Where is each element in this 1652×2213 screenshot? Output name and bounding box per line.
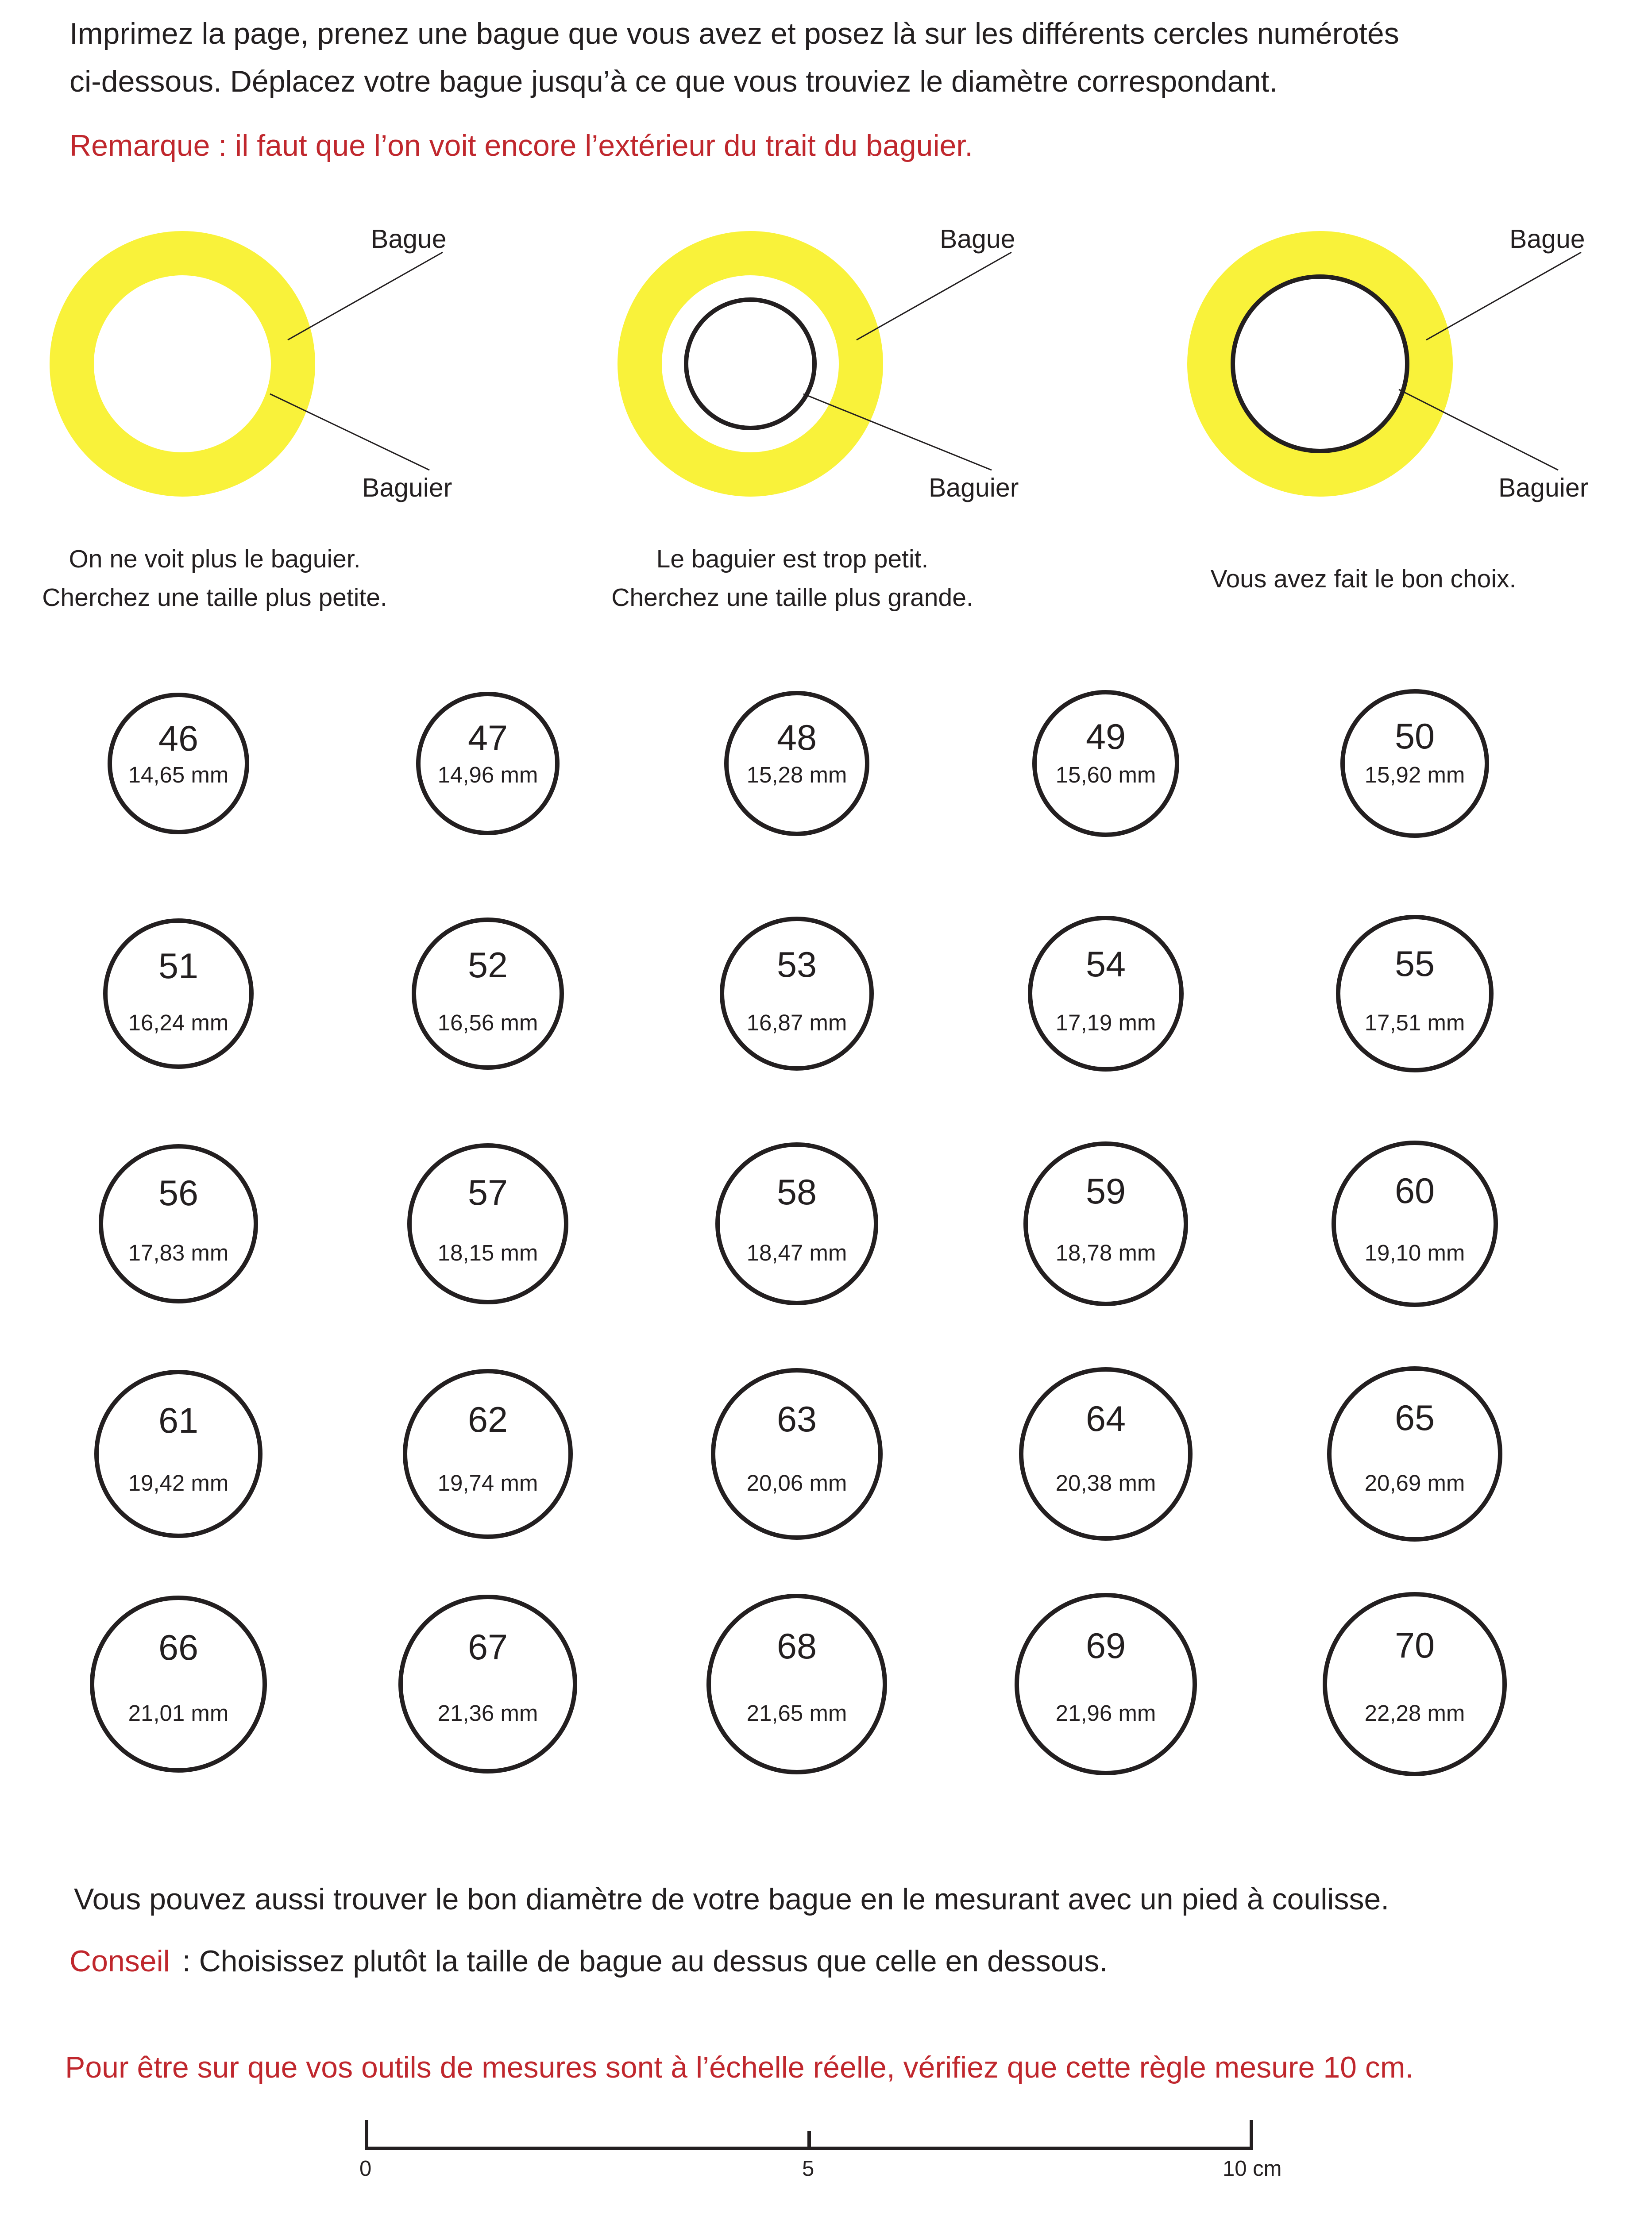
size-circle [1023,1141,1188,1306]
pointer-line [1426,252,1581,340]
size-number: 48 [776,717,817,758]
size-number: 63 [776,1399,817,1439]
size-diameter: 15,92 mm [1364,762,1465,787]
size-diameter: 20,06 mm [746,1470,847,1496]
size-number: 64 [1085,1399,1126,1439]
ring-shape [640,253,861,474]
size-number: 60 [1394,1171,1435,1211]
size-diameter: 21,96 mm [1055,1700,1156,1726]
caliper-note: Vous pouvez aussi trouver le bon diamètre de votre bague en le mesurant avec un pied à coulisse. [74,1882,1390,1916]
size-diameter: 21,65 mm [746,1700,847,1726]
size-diameter: 19,10 mm [1364,1240,1465,1265]
size-circle [416,692,560,835]
intro-line-2: ci-dessous. Déplacez votre bague jusqu’à ce que vous trouviez le diamètre correspondant. [69,65,1278,98]
size-number: 54 [1085,944,1126,984]
size-circle [1336,915,1494,1072]
size-diameter: 17,19 mm [1055,1010,1156,1035]
size-number: 57 [467,1172,508,1213]
ring-shape [72,253,293,474]
size-circle [1015,1593,1197,1775]
size-number: 66 [158,1628,199,1668]
size-number: 65 [1394,1398,1435,1438]
example-too-big [72,252,443,474]
size-number: 56 [158,1173,199,1214]
size-diameter: 14,96 mm [437,762,538,787]
size-number: 46 [158,719,199,759]
size-circle [724,691,869,836]
size-number: 67 [467,1627,508,1667]
size-diameter: 19,42 mm [128,1470,229,1496]
size-circle [90,1596,267,1773]
pointer-line [857,252,1011,340]
size-circle [1028,916,1184,1072]
verify-note: Pour être sur que vos outils de mesures sont à l’échelle réelle, vérifiez que cette règle mesure 10 cm. [65,2051,1414,2084]
size-circle [706,1594,887,1774]
size-number: 61 [158,1400,199,1441]
caption-example-3: Vous avez fait le bon choix. [1210,565,1517,593]
size-diameter: 18,15 mm [437,1240,538,1265]
size-circle [108,693,249,834]
size-diameter: 21,01 mm [128,1700,229,1726]
intro-line-1: Imprimez la page, prenez une bague que vous avez et posez là sur les différents cercles numérotés [69,17,1399,50]
size-circle [1327,1366,1502,1542]
size-circle [1019,1367,1193,1541]
size-number: 70 [1394,1625,1435,1666]
size-diameter: 14,65 mm [128,762,229,787]
size-number: 53 [776,945,817,985]
size-circle [1340,689,1489,838]
size-number: 49 [1085,717,1126,757]
ring-shape [1209,253,1431,474]
size-number: 52 [467,945,508,986]
label-sizer: Baguier [929,473,1019,502]
size-circle [711,1368,883,1540]
size-circle [720,917,874,1071]
size-diameter: 22,28 mm [1364,1700,1465,1726]
size-diameter: 15,60 mm [1055,762,1156,787]
size-diameter: 19,74 mm [437,1470,538,1496]
advice-text: : Choisissez plutôt la taille de bague au dessus que celle en dessous. [182,1944,1108,1978]
size-circle [715,1142,878,1305]
size-number: 69 [1085,1626,1126,1666]
size-number: 58 [776,1172,817,1212]
size-diameter: 18,78 mm [1055,1240,1156,1265]
label-ring: Bague [371,224,447,254]
size-diameter: 16,56 mm [437,1010,538,1035]
size-circle [412,918,564,1070]
size-circle [1323,1592,1507,1776]
size-diameter: 16,24 mm [128,1010,229,1035]
size-number: 68 [776,1627,817,1667]
examples-section [0,0,1652,620]
size-diameter: 21,36 mm [437,1700,538,1726]
advice [69,1944,1108,1978]
size-diameter: 17,83 mm [128,1240,229,1265]
size-diameter: 17,51 mm [1364,1010,1465,1035]
size-diameter: 20,69 mm [1364,1470,1465,1496]
size-diameter: 20,38 mm [1055,1470,1156,1496]
pointer-line [288,252,443,340]
caption-example-2: Le baguier est trop petit. Cherchez une taille plus grande. [611,545,973,612]
size-circle [94,1370,262,1538]
ruler-label-end: 10 cm [1223,2157,1282,2181]
label-sizer: Baguier [362,473,452,502]
size-circle [403,1369,573,1539]
label-ring: Bague [940,224,1015,254]
caption-example-1: On ne voit plus le baguier. Cherchez une taille plus petite. [42,545,387,612]
example-good-fit [1209,252,1581,474]
sizer-circle [1233,277,1407,451]
remark-text: Remarque : il faut que l’on voit encore l’extérieur du trait du baguier. [69,129,973,162]
size-number: 47 [467,718,508,759]
size-circle [407,1143,568,1304]
ruler-label-mid: 5 [802,2157,814,2181]
size-circle [1332,1141,1498,1307]
sizer-circle [686,300,814,428]
size-circle [103,918,254,1069]
size-number: 51 [158,946,199,986]
size-number: 59 [1085,1172,1126,1212]
ruler-label-start: 0 [359,2157,372,2181]
examples-illustration [0,0,1652,620]
label-ring: Bague [1509,224,1585,254]
advice-label: Conseil [69,1944,170,1978]
size-number: 50 [1394,717,1435,757]
size-diameter: 15,28 mm [746,762,847,787]
example-too-small [640,252,1011,474]
size-circle [99,1144,258,1303]
size-diameter: 18,47 mm [746,1240,847,1265]
size-number: 62 [467,1400,508,1440]
size-circle [398,1595,577,1773]
size-number: 55 [1394,944,1435,984]
size-diameter: 16,87 mm [746,1010,847,1035]
size-circle [1032,690,1179,837]
label-sizer: Baguier [1498,473,1589,502]
